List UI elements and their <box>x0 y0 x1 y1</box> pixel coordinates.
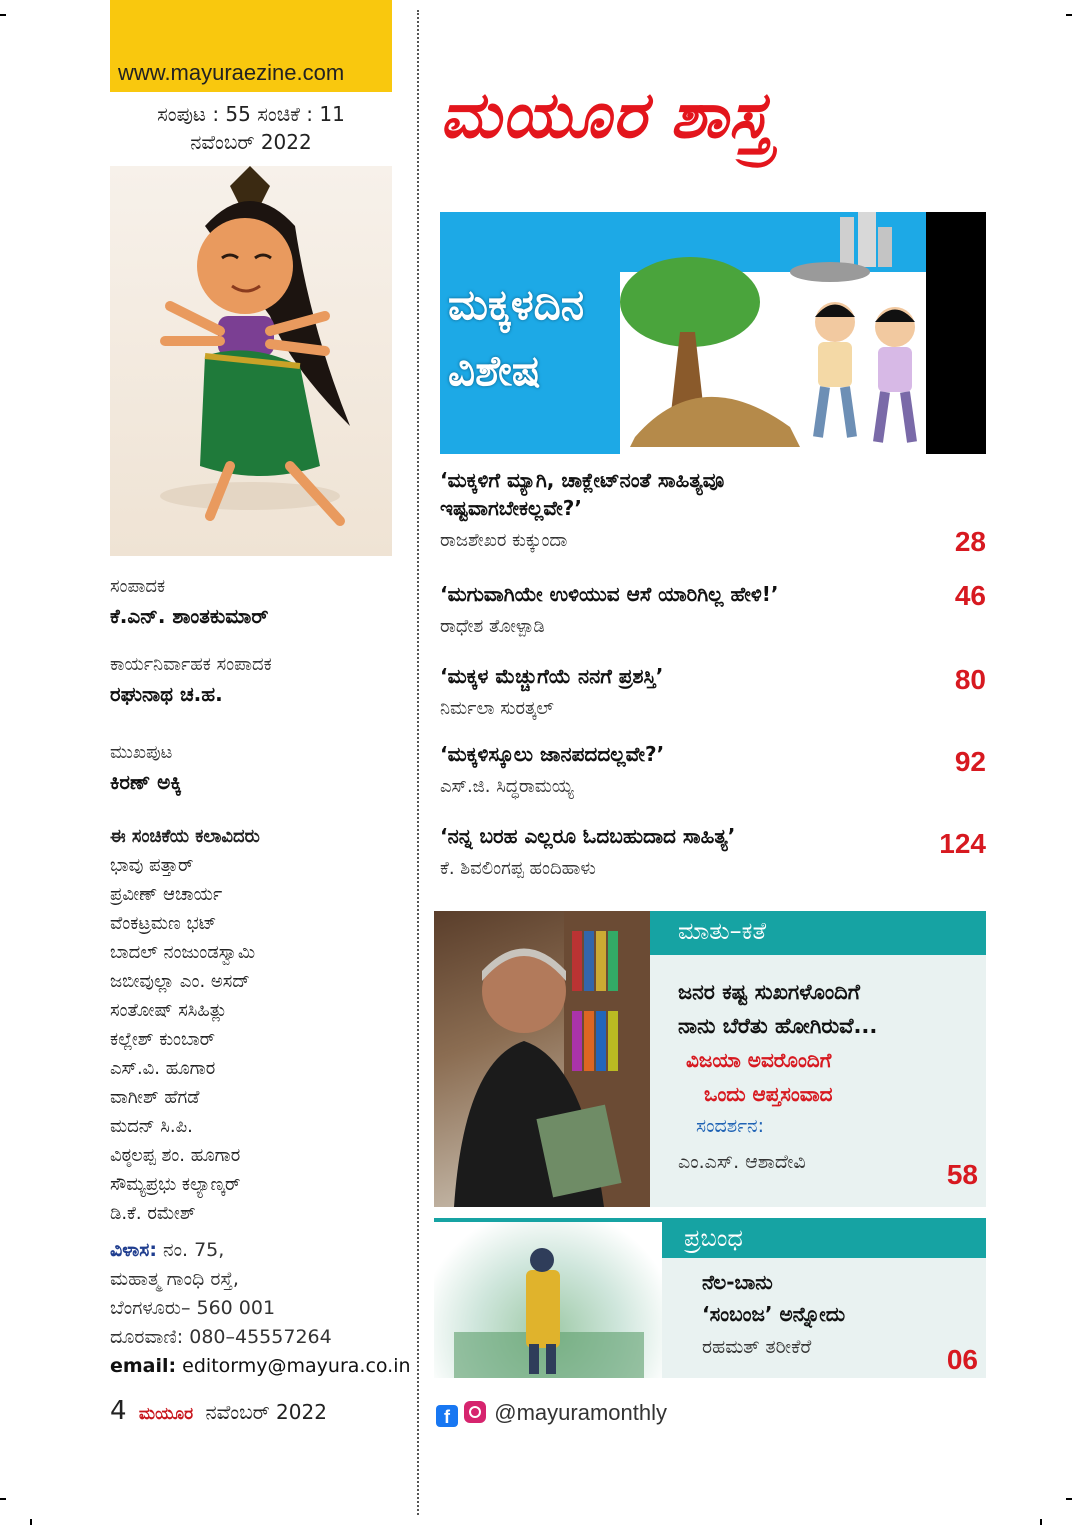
artist-name: ವಿಠ್ಠಲಪ್ಪ ಶಂ. ಹೂಗಾರ <box>110 1145 241 1166</box>
essay-title-line: ನೆಲ-ಬಾನು <box>702 1270 773 1294</box>
cover-thumbnail[interactable] <box>110 166 392 556</box>
article-title: ‘ಮಕ್ಕಳಿಸ್ಕೂಲು ಜಾನಪದದಲ್ಲವೇ?’ <box>440 742 665 766</box>
article-title: ‘ಮಕ್ಕಳಿಗೆ ಮ್ಯಾಗಿ, ಚಾಕ್ಲೇಟ್‌ನಂತೆ ಸಾಹಿತ್ಯವೂ <box>440 468 725 492</box>
footer-brand: ಮಯೂರ <box>138 1404 194 1424</box>
article-page: 80 <box>954 664 986 695</box>
interview-panel[interactable] <box>650 955 986 1207</box>
artist-name: ಸೌಮ್ಯಪ್ರಭು ಕಲ್ಯಾಣ್ಕರ್ <box>110 1174 241 1195</box>
editor-label: ಸಂಪಾದಕ <box>110 576 166 597</box>
subtitle-line: ವಿಜಯಾ ಅವರೊಂದಿಗೆ <box>686 1048 832 1072</box>
article-title: ‘ನನ್ನ ಬರಹ ಎಲ್ಲರೂ ಓದಬಹುದಾದ ಸಾಹಿತ್ಯ’ <box>440 824 736 848</box>
childrens-day-banner[interactable] <box>440 212 986 454</box>
author-photo <box>434 911 650 1207</box>
social-links[interactable] <box>436 1400 667 1427</box>
artist-name: ಪ್ರವೀಣ್ ಆಚಾರ್ಯ <box>110 884 223 905</box>
crop-mark <box>1040 1519 1042 1525</box>
instagram-icon[interactable] <box>464 1401 486 1423</box>
section-title: ಪ್ರಬಂಧ <box>684 1224 743 1252</box>
artist-name: ಬಾದಲ್ ನಂಜುಂಡಸ್ವಾಮಿ <box>110 942 256 963</box>
article-item[interactable] <box>440 740 986 797</box>
magazine-logo: ಮಯೂರ ಶಾಸ್ತ್ರ <box>440 78 772 153</box>
facebook-icon[interactable]: f <box>436 1405 458 1427</box>
artist-name: ಜಬೀವುಲ್ಲಾ ಎಂ. ಅಸದ್ <box>110 971 250 992</box>
artist-name: ಭಾವು ಪತ್ತಾರ್ <box>110 855 194 876</box>
cover-label: ಮುಖಪುಟ <box>110 742 173 763</box>
interview-page: 58 <box>946 1159 978 1190</box>
article-page: 46 <box>954 580 986 611</box>
article-item[interactable] <box>440 662 986 719</box>
article-title: ಇಷ್ಟವಾಗಬೇಕಲ್ಲವೇ?’ <box>440 496 582 520</box>
article-author: ರಾಧೇಶ ತೋಳ್ಪಾಡಿ <box>440 616 545 637</box>
headline-line: ಜನರ ಕಷ್ಟ ಸುಖಗಳೊಂದಿಗೆ <box>678 980 860 1004</box>
website-link[interactable]: www.mayuraezine.com <box>118 60 345 85</box>
email-label: email: <box>110 1355 177 1377</box>
address-block <box>110 1236 411 1381</box>
artist-name: ವಾಗೀಶ್ ಹೆಗಡೆ <box>110 1087 200 1108</box>
page-number: 4 <box>110 1396 127 1426</box>
article-item[interactable] <box>440 466 986 557</box>
article-page: 92 <box>954 746 986 777</box>
volume-line: ಸಂಪುಟ : 55 ಸಂಚಿಕೆ : 11 <box>157 102 345 126</box>
artists-list <box>110 822 260 1228</box>
children-illustration <box>620 212 986 454</box>
email-link[interactable]: editormy@mayura.co.in <box>176 1355 411 1377</box>
essay-title-line: ‘ಸಂಬಂಜ’ ಅನ್ನೋದು <box>702 1302 846 1326</box>
column-divider <box>417 10 419 1515</box>
footer-date: ನವೆಂಬರ್ 2022 <box>205 1400 327 1424</box>
interview-headline <box>678 975 877 1043</box>
dancer-illustration <box>110 166 392 556</box>
address-line: ಮಹಾತ್ಮ ಗಾಂಧಿ ರಸ್ತೆ, <box>110 1268 239 1290</box>
article-author: ರಾಜಶೇಖರ ಕುಕ್ಕುಂದಾ <box>440 530 568 551</box>
interview-photo[interactable] <box>434 911 650 1207</box>
address-line: ನಂ. 75, <box>156 1239 225 1261</box>
figure-illustration <box>434 1222 662 1378</box>
subtitle-line: ಒಂದು ಆಪ್ತಸಂವಾದ <box>704 1082 833 1106</box>
artist-name: ವೆಂಕಟ್ರಮಣ ಭಟ್ <box>110 913 217 934</box>
crop-mark <box>0 1498 6 1500</box>
editor-name: ಕೆ.ಎನ್. ಶಾಂತಕುಮಾರ್ <box>110 604 269 628</box>
article-item[interactable] <box>440 822 986 879</box>
essay-author: ರಹಮತ್ ತರೀಕೆರೆ <box>702 1336 812 1358</box>
page-footer <box>110 1396 327 1426</box>
interview-section-band <box>650 911 986 955</box>
article-page: 124 <box>939 828 986 859</box>
special-title-line: ಮಕ್ಕಳದಿನ <box>448 280 585 329</box>
exec-editor-name: ರಘುನಾಥ ಚ.ಹ. <box>110 682 223 706</box>
interview-subtitle <box>686 1043 833 1111</box>
phone-line: ದೂರವಾಣಿ: 080–45557264 <box>110 1326 332 1348</box>
special-title-line: ವಿಶೇಷ <box>448 346 541 395</box>
crop-mark <box>1066 14 1072 16</box>
artist-name: ಕಲ್ಲೇಶ್ ಕುಂಬಾರ್ <box>110 1029 216 1050</box>
essay-illustration <box>434 1222 662 1378</box>
article-title: ‘ಮಕ್ಕಳ ಮೆಚ್ಚುಗೆಯೆ ನನಗೆ ಪ್ರಶಸ್ತಿ’ <box>440 664 664 688</box>
article-title: ‘ಮಗುವಾಗಿಯೇ ಉಳಿಯುವ ಆಸೆ ಯಾರಿಗಿಲ್ಲ ಹೇಳಿ!’ <box>440 582 779 606</box>
exec-editor-label: ಕಾರ್ಯನಿರ್ವಾಹಕ ಸಂಪಾದಕ <box>110 654 272 675</box>
article-item[interactable] <box>440 580 986 637</box>
artist-name: ಮದನ್ ಸಿ.ಪಿ. <box>110 1116 193 1137</box>
interviewer-name: ಎಂ.ಎಸ್. ಆಶಾದೇವಿ <box>678 1151 806 1173</box>
address-line: ಬೆಂಗಳೂರು– 560 001 <box>110 1297 276 1319</box>
interviewer-label: ಸಂದರ್ಶನ: <box>696 1115 764 1137</box>
address-label: ವಿಳಾಸ: <box>110 1239 157 1261</box>
essay-title[interactable] <box>702 1266 845 1330</box>
headline-line: ನಾನು ಬೆರೆತು ಹೋಗಿರುವೆ... <box>678 1014 878 1038</box>
article-page: 28 <box>954 526 986 557</box>
section-title: ಮಾತು–ಕತೆ <box>678 917 767 945</box>
article-author: ನಿರ್ಮಲಾ ಸುರತ್ಕಲ್ <box>440 698 554 719</box>
issue-date: ನವೆಂಬರ್ 2022 <box>190 130 312 154</box>
essay-page: 06 <box>946 1344 978 1375</box>
crop-mark <box>30 1519 32 1525</box>
crop-mark <box>0 14 6 16</box>
artist-name: ಸಂತೋಷ್ ಸಸಿಹಿತ್ಲು <box>110 1000 228 1021</box>
social-handle[interactable]: @mayuramonthly <box>494 1400 667 1425</box>
special-title <box>448 272 584 404</box>
crop-mark <box>1066 1498 1072 1500</box>
article-author: ಎಸ್.ಜಿ. ಸಿದ್ಧರಾಮಯ್ಯ <box>440 776 574 797</box>
issue-info <box>110 100 392 156</box>
artists-heading: ಈ ಸಂಚಿಕೆಯ ಕಲಾವಿದರು <box>110 826 260 847</box>
article-author: ಕೆ. ಶಿವಲಿಂಗಪ್ಪ ಹಂದಿಹಾಳು <box>440 858 596 879</box>
artist-name: ಡಿ.ಕೆ. ರಮೇಶ್ <box>110 1203 196 1224</box>
artist-name: ಎಸ್.ವಿ. ಹೂಗಾರ <box>110 1058 216 1079</box>
cover-artist: ಕಿರಣ್ ಅಕ್ಕಿ <box>110 770 182 794</box>
